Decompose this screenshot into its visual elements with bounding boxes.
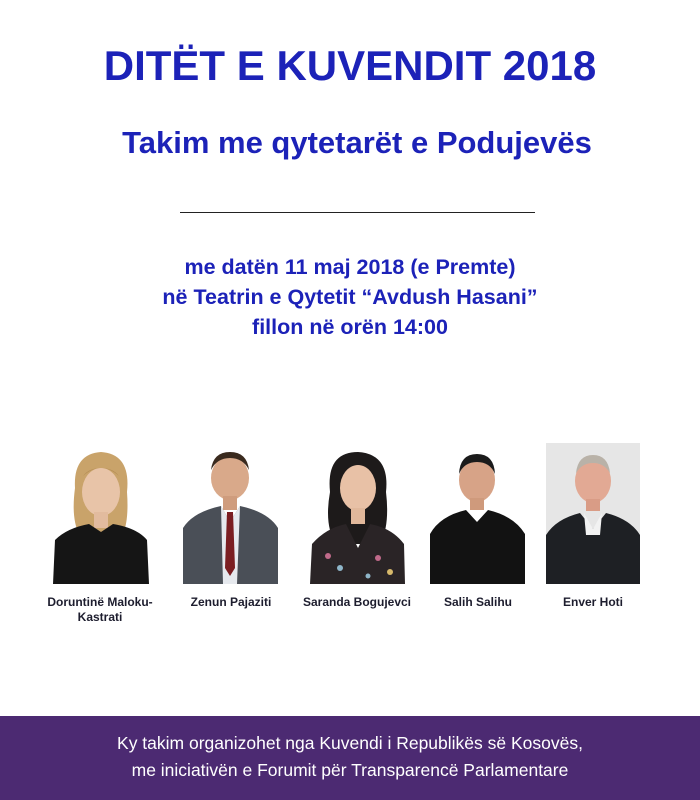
speaker-name-pajaziti: Zenun Pajaziti — [190, 595, 272, 609]
speaker-photo-salihu — [430, 448, 525, 584]
speaker-name-hoti: Enver Hoti — [562, 595, 623, 609]
speaker-photo-pajaziti — [183, 448, 278, 584]
speaker-name-salihu: Salih Salihu — [443, 595, 512, 609]
page-title: DITËT E KUVENDIT 2018 — [103, 42, 597, 89]
page-subtitle: Takim me qytetarët e Podujevës — [122, 125, 592, 160]
speaker-name-bogujevci: Saranda Bogujevci — [302, 595, 412, 609]
event-time: fillon në orën 14:00 — [252, 315, 448, 339]
divider-line — [180, 212, 535, 213]
organizer-footer — [0, 716, 700, 800]
event-info — [0, 252, 700, 342]
speaker-photo-maloku-kastrati — [53, 448, 149, 584]
speaker-name-maloku-kastrati: Doruntinë Maloku- Kastrati — [47, 595, 153, 624]
event-venue: në Teatrin e Qytetit “Avdush Hasani” — [162, 285, 538, 309]
speaker-photo-bogujevci — [310, 448, 405, 584]
event-date: me datën 11 maj 2018 (e Premte) — [184, 255, 516, 279]
footer-line-2: me iniciativën e Forumit për Transparencë Parlamentare — [131, 760, 569, 780]
speaker-photo-hoti — [546, 443, 640, 584]
footer-line-1: Ky takim organizohet nga Kuvendi i Republikës së Kosovës, — [117, 733, 583, 753]
